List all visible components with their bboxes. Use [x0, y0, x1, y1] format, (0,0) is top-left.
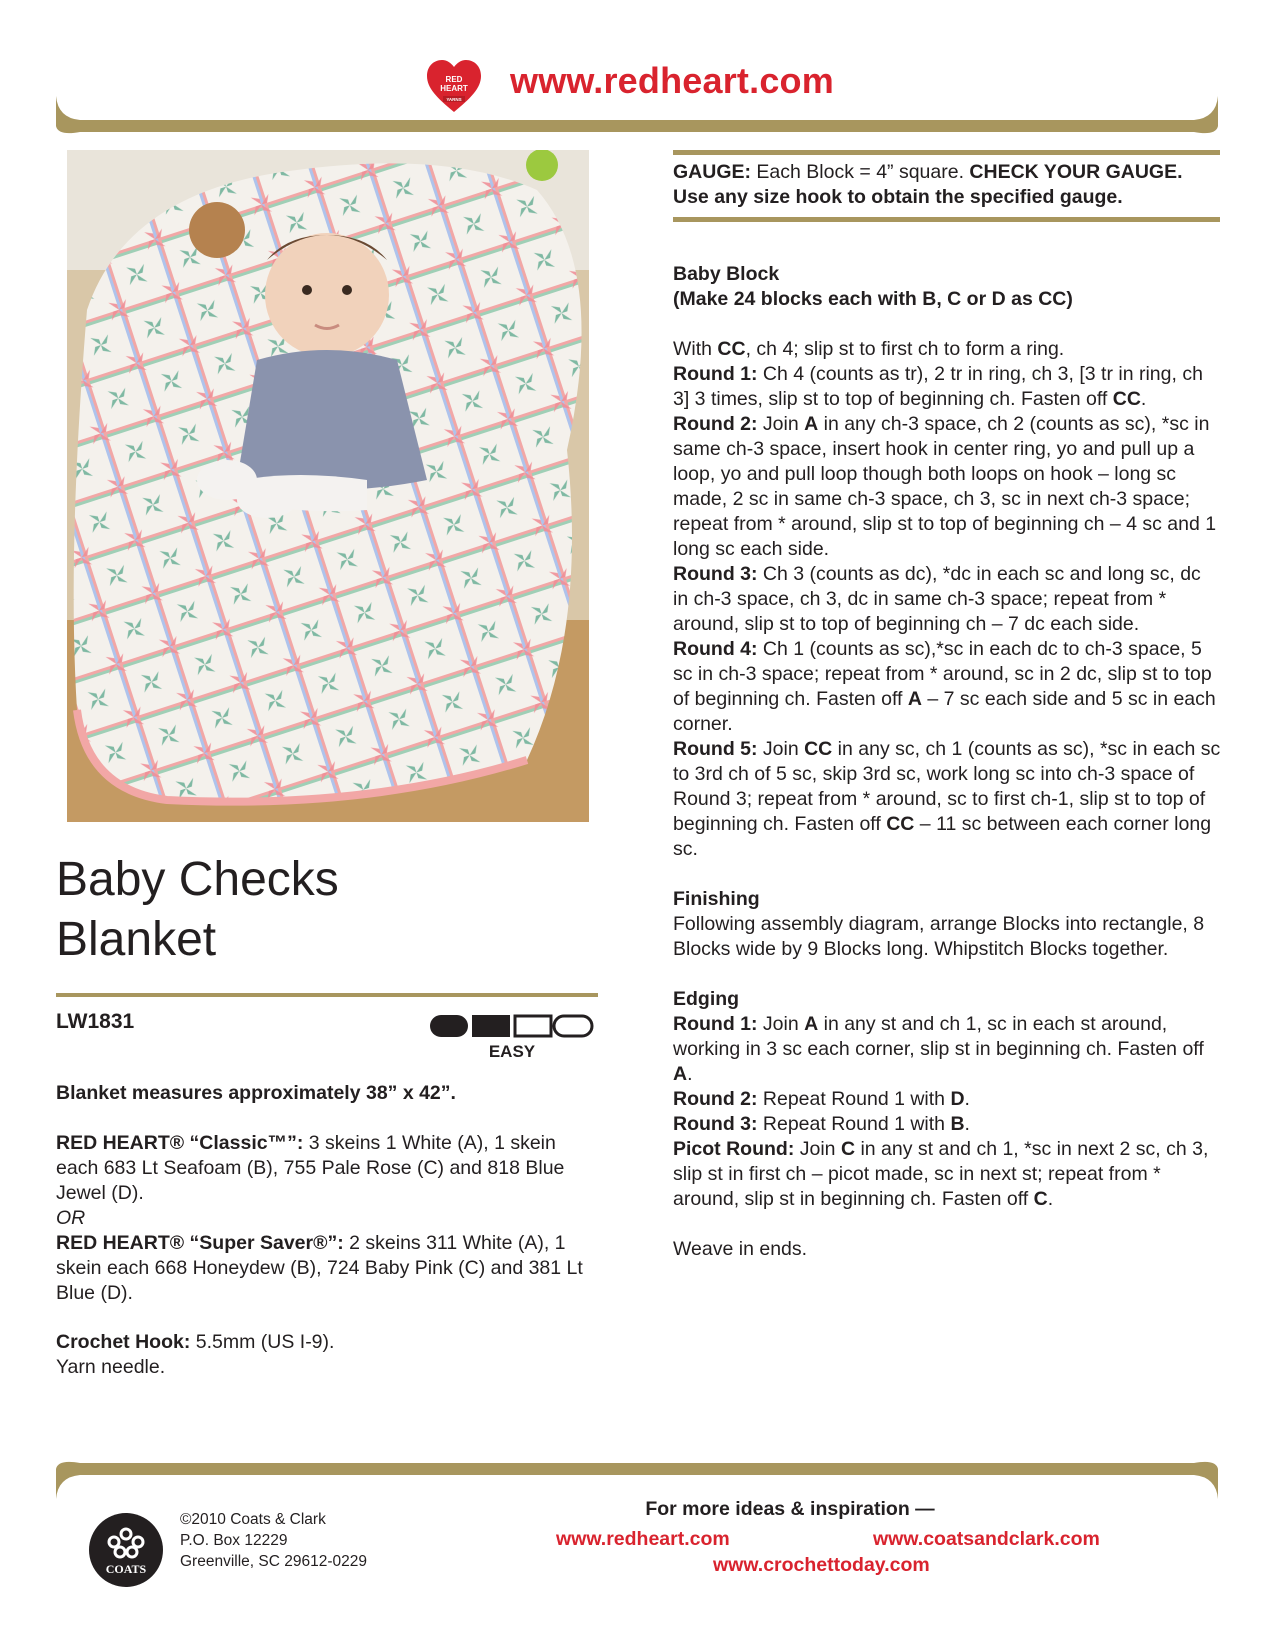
gauge-rule-top — [673, 150, 1220, 155]
classic-label: RED HEART® “Classic™”: — [56, 1132, 304, 1154]
edging-round-1-label: Round 1: — [673, 1013, 758, 1035]
footer-address — [180, 1509, 367, 1572]
round-3-label: Round 3: — [673, 563, 758, 585]
finishing-heading: Finishing — [673, 888, 760, 910]
tools — [56, 1330, 596, 1380]
edging-round-3-label: Round 3: — [673, 1113, 758, 1135]
coats-logo-text: COATS — [105, 1562, 147, 1576]
weave-text: Weave in ends. — [673, 1238, 808, 1260]
needle-text: Yarn needle. — [56, 1356, 166, 1378]
hook-label: Crochet Hook: — [56, 1331, 191, 1353]
edging-round-1-text: Join — [757, 1013, 805, 1035]
picot-round-text: Join — [794, 1138, 841, 1160]
picot-round-text-2: in any st and ch 1, *sc in next 2 sc, ch 3, slip st in first ch – picot made, sc in next st; repeat from * around, slip st in beginning ch. Fasten off — [673, 1138, 1209, 1210]
svg-text:HEART: HEART — [440, 84, 468, 93]
round-2-text: Join — [757, 413, 805, 435]
hook-text: 5.5mm (US I-9). — [190, 1331, 335, 1353]
footer-divider — [56, 1459, 1218, 1499]
footer-link-crochettoday[interactable]: www.crochettoday.com — [713, 1554, 930, 1576]
round-1-text: Ch 4 (counts as tr), 2 tr in ring, ch 3, [3 tr in ring, ch 3] 3 times, slip st to top of beginning ch. Fasten off — [673, 363, 1203, 410]
measurement: Blanket measures approximately 38” x 42”. — [56, 1082, 456, 1104]
round-1-cc: CC — [1112, 388, 1141, 410]
edging-round-2-d: D — [950, 1088, 965, 1110]
city: Greenville, SC 29612-0229 — [180, 1553, 367, 1570]
materials — [56, 1131, 596, 1306]
copyright: ©2010 Coats & Clark — [180, 1511, 326, 1528]
intro-text-2: , ch 4; slip st to first ch to form a ring. — [745, 338, 1065, 360]
coats-logo[interactable] — [88, 1512, 164, 1588]
skill-level-label: EASY — [488, 1042, 536, 1061]
po-box: P.O. Box 12229 — [180, 1532, 288, 1549]
round-3-text: Ch 3 (counts as dc), *dc in each sc and long sc, dc in ch-3 space, ch 3, dc in same ch-3 space; repeat from * around, slip st to top of beginning ch – 7 dc each side. — [673, 563, 1201, 635]
instructions — [673, 262, 1221, 1262]
intro-text: With — [673, 338, 718, 360]
title-line-2: Blanket — [56, 913, 217, 966]
classic-text: 3 skeins 1 White (A), 1 skein each 683 Lt Seafoam (B), 755 Pale Rose (C) and 818 Blue Jewel (D). — [56, 1132, 565, 1204]
or-text: OR — [56, 1207, 86, 1229]
round-5-text: Join — [757, 738, 805, 760]
title-line-1: Baby Checks — [56, 853, 339, 906]
supersaver-label: RED HEART® “Super Saver®”: — [56, 1232, 344, 1254]
finishing-text: Following assembly diagram, arrange Blocks into rectangle, 8 Blocks wide by 9 Blocks long. Whipstitch Blocks together. — [673, 913, 1205, 960]
gauge-text: Each Block = 4” square. — [751, 161, 970, 183]
title-divider — [56, 993, 598, 997]
edging-round-2-label: Round 2: — [673, 1088, 758, 1110]
round-2-a: A — [804, 413, 819, 435]
round-2-label: Round 2: — [673, 413, 758, 435]
round-1-label: Round 1: — [673, 363, 758, 385]
footer-link-redheart[interactable]: www.redheart.com — [556, 1528, 730, 1550]
gauge-rule-bottom — [673, 217, 1220, 222]
header-divider — [56, 96, 1218, 136]
picot-round-c-2: C — [1033, 1188, 1048, 1210]
edging-round-1-text-2: in any st and ch 1, sc in each st around, working in 3 sc each corner, slip st in beginning ch. Fasten off — [673, 1013, 1204, 1060]
round-4-text: Ch 1 (counts as sc),*sc in each dc to ch-3 space, 5 sc in ch-3 space; repeat from * around, sc in 2 dc, slip st to top of beginning ch. Fasten off — [673, 638, 1212, 710]
picot-round-c: C — [840, 1138, 856, 1160]
round-5-text-3: – 11 sc between each corner long sc. — [673, 813, 1212, 860]
round-1-tail: . — [1140, 388, 1147, 410]
edging-heading: Edging — [673, 988, 740, 1010]
footer-link-coatsandclark[interactable]: www.coatsandclark.com — [873, 1528, 1100, 1550]
pattern-code: LW1831 — [56, 1010, 135, 1033]
round-2-text-2: in any ch-3 space, ch 2 (counts as sc), *sc in same ch-3 space, insert hook in center ring, yo and pull up a loop, yo and pull loop though both loops on hook – long sc made, 2 sc in same ch-3 space, ch 3, sc in next ch-3 space; repeat from * around, slip st to top of beginning ch – 4 sc and 1 long sc each side. — [673, 413, 1217, 560]
picot-round-tail: . — [1047, 1188, 1054, 1210]
round-4-text-2: – 7 sc each side and 5 sc in each corner. — [673, 688, 1216, 735]
svg-text:RED: RED — [445, 75, 463, 84]
round-5-cc-2: CC — [886, 813, 915, 835]
round-5-text-2: in any sc, ch 1 (counts as sc), *sc in each sc to 3rd ch of 5 sc, skip 3rd sc, work long sc into ch-3 space of Round 3; repeat from * around, sc to first ch-1, slip st to top of beginning ch. Fasten off — [673, 738, 1221, 835]
round-4-label: Round 4: — [673, 638, 758, 660]
picot-round-label: Picot Round: — [673, 1138, 795, 1160]
intro-cc: CC — [717, 338, 746, 360]
gauge-note: Use any size hook to obtain the specified gauge. — [673, 186, 1123, 208]
gauge-box — [673, 160, 1221, 210]
round-5-cc: CC — [804, 738, 833, 760]
edging-round-1-a-2: A — [673, 1063, 688, 1085]
header-site-url[interactable]: www.redheart.com — [510, 60, 834, 101]
svg-text:YARNS: YARNS — [446, 97, 462, 102]
page-title — [56, 850, 339, 970]
baby-block-heading: Baby Block — [673, 263, 780, 285]
edging-round-1-a: A — [804, 1013, 819, 1035]
edging-round-2-text: Repeat Round 1 with — [757, 1088, 951, 1110]
supersaver-text: 2 skeins 311 White (A), 1 skein each 668 Honeydew (B), 724 Baby Pink (C) and 381 Lt Blue (D). — [56, 1232, 583, 1304]
round-5-label: Round 5: — [673, 738, 758, 760]
edging-round-3-b: B — [950, 1113, 965, 1135]
gauge-label: GAUGE: — [673, 161, 751, 183]
edging-round-3-tail: . — [964, 1113, 970, 1135]
footer-inspiration: For more ideas & inspiration — — [645, 1498, 935, 1520]
round-4-a: A — [907, 688, 922, 710]
gauge-check: CHECK YOUR GAUGE. — [969, 161, 1183, 183]
baby-block-subheading: (Make 24 blocks each with B, C or D as CC) — [673, 288, 1073, 310]
edging-round-2-tail: . — [964, 1088, 970, 1110]
edging-round-1-tail: . — [687, 1063, 693, 1085]
blanket-photo — [67, 150, 589, 822]
edging-round-3-text: Repeat Round 1 with — [757, 1113, 951, 1135]
skill-level-icon — [428, 1013, 598, 1073]
